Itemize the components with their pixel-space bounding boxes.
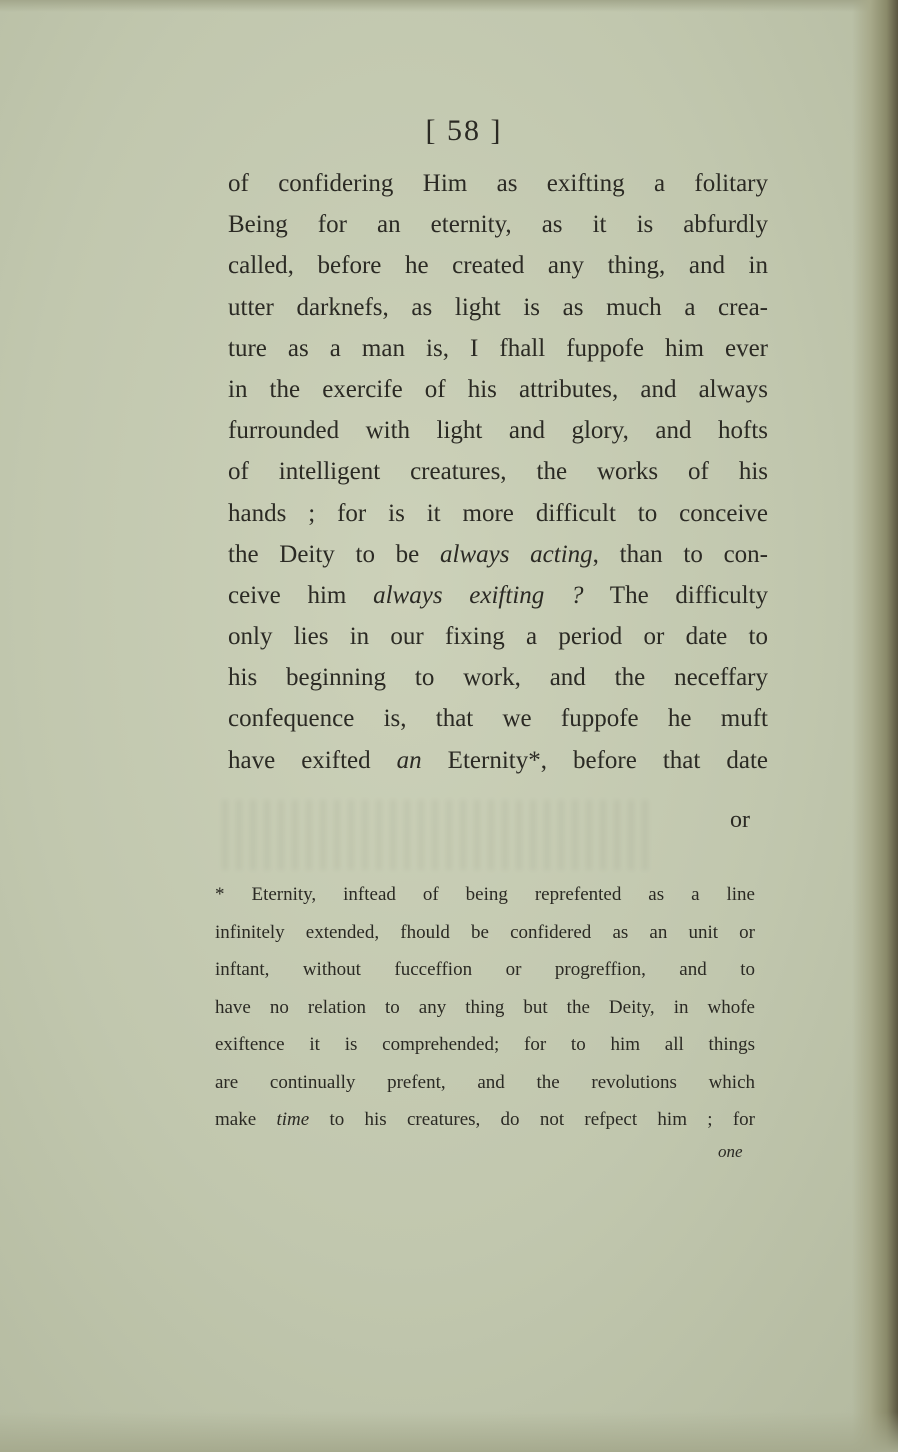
text-segment: confequence is, that we fuppofe he muft	[228, 705, 768, 733]
text-segment: only lies in our fixing a period or date to	[228, 623, 768, 651]
text-segment: Being for an eternity, as it is abfurdly	[228, 211, 768, 239]
footnote-block	[215, 876, 755, 1139]
text-segment: are continually prefent, and the revolutions which	[215, 1071, 755, 1093]
text-line	[228, 245, 768, 286]
italic-text-segment: time	[276, 1109, 310, 1130]
text-line	[228, 163, 768, 204]
text-line	[228, 616, 768, 657]
text-segment: * Eternity, inftead of being reprefented as a line	[215, 884, 755, 905]
footnote-line	[215, 914, 755, 952]
footnote-catchword: one	[718, 1142, 743, 1161]
text-segment: Eternity*, before that date	[421, 746, 768, 774]
italic-text-segment: always exifting ?	[373, 581, 584, 609]
text-segment: infinitely extended, fhould be confidered as an unit or	[215, 921, 755, 943]
text-line	[228, 657, 768, 698]
text-line	[228, 493, 768, 534]
text-segment: make	[215, 1109, 277, 1130]
text-segment: , than to con-	[592, 540, 768, 568]
text-segment: of confidering Him as exifting a folitary	[228, 170, 768, 197]
text-segment: the Deity to be	[228, 540, 441, 568]
footnote-line	[215, 989, 755, 1027]
text-segment: ture as a man is, I fhall fuppofe him ever	[228, 334, 768, 362]
text-line	[228, 698, 768, 739]
text-segment: have exifted	[228, 746, 397, 774]
page-right-edge-shadow	[852, 0, 898, 1452]
bleed-through-text	[222, 800, 652, 870]
page-bottom-edge	[0, 1412, 898, 1452]
text-line	[228, 369, 768, 410]
text-segment: utter darknefs, as light is as much a crea-	[228, 293, 768, 321]
text-segment: The difficulty	[583, 581, 768, 609]
text-segment: ceive him	[228, 581, 374, 609]
page-top-edge	[0, 0, 898, 12]
body-catchword: or	[730, 807, 750, 833]
footnote-line	[215, 951, 755, 989]
text-line	[228, 534, 768, 575]
main-text-block	[228, 163, 768, 781]
text-line	[228, 204, 768, 245]
text-segment: have no relation to any thing but the Deity, in whofe	[215, 996, 755, 1018]
text-segment: furrounded with light and glory, and hofts	[228, 417, 768, 445]
text-segment: hands ; for is it more difficult to conceive	[228, 499, 768, 527]
footnote-line	[215, 876, 755, 914]
text-line	[228, 740, 768, 781]
italic-text-segment: an	[396, 746, 422, 774]
text-segment: called, before he created any thing, and in	[228, 252, 768, 280]
text-segment: in the exercife of his attributes, and always	[228, 375, 768, 403]
italic-text-segment: always acting	[440, 540, 593, 568]
text-line	[228, 451, 768, 492]
text-line	[228, 575, 768, 616]
text-line	[228, 287, 768, 328]
footnote-line	[215, 1026, 755, 1064]
footnote-line	[215, 1064, 755, 1102]
text-segment: exiftence it is comprehended; for to him all things	[215, 1034, 755, 1055]
text-line	[228, 328, 768, 369]
page-number: [ 58 ]	[425, 114, 503, 147]
text-segment: inftant, without fucceffion or progreffion, and to	[215, 959, 755, 980]
text-segment: to his creatures, do not refpect him ; for	[309, 1109, 755, 1130]
text-line	[228, 410, 768, 451]
text-segment: of intelligent creatures, the works of his	[228, 458, 768, 486]
footnote-line	[215, 1101, 755, 1139]
text-segment: his beginning to work, and the neceffary	[228, 664, 768, 692]
